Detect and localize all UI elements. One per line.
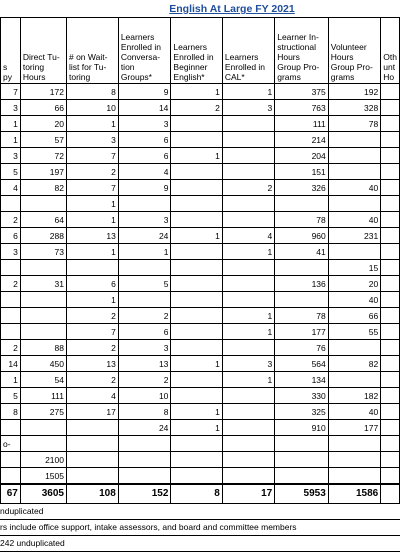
table-cell[interactable]: [381, 116, 400, 132]
table-cell[interactable]: 3: [1, 244, 21, 260]
table-cell[interactable]: [381, 100, 400, 116]
table-cell[interactable]: 14: [1, 356, 21, 372]
table-cell[interactable]: [20, 324, 66, 340]
totals-row: [1, 484, 400, 504]
table-cell[interactable]: 8: [1, 404, 21, 420]
table-row: [1, 404, 400, 420]
table-cell[interactable]: [171, 452, 222, 468]
table-cell[interactable]: 3: [66, 132, 118, 148]
table-cell[interactable]: 3: [222, 356, 274, 372]
table-cell[interactable]: 10: [66, 100, 118, 116]
table-cell[interactable]: 55: [328, 324, 380, 340]
table-cell[interactable]: 13: [66, 356, 118, 372]
table-cell[interactable]: 111: [20, 388, 66, 404]
table-cell[interactable]: 4: [222, 228, 274, 244]
table-cell[interactable]: 134: [275, 372, 329, 388]
table-row: [1, 84, 400, 100]
table-cell[interactable]: [20, 420, 66, 436]
table-row: [1, 452, 400, 468]
table-row: [1, 340, 400, 356]
table-cell[interactable]: [222, 132, 274, 148]
table-cell[interactable]: [328, 164, 380, 180]
table-cell[interactable]: 78: [275, 212, 329, 228]
table-cell[interactable]: 8: [66, 84, 118, 100]
table-cell[interactable]: [171, 436, 222, 452]
table-cell[interactable]: 325: [275, 404, 329, 420]
table-cell[interactable]: 6: [66, 276, 118, 292]
table-cell[interactable]: 78: [328, 116, 380, 132]
report-title: English At Large FY 2021: [169, 3, 295, 15]
table-cell[interactable]: [171, 308, 222, 324]
table-cell[interactable]: 330: [275, 388, 329, 404]
table-cell[interactable]: 40: [328, 404, 380, 420]
footnote: rs include office support, intake assessors, and board and committee members: [0, 522, 297, 532]
total-cell[interactable]: 152: [118, 484, 171, 504]
table-row: [1, 116, 400, 132]
table-cell[interactable]: 1: [171, 404, 222, 420]
table-cell[interactable]: 177: [275, 324, 329, 340]
table-cell[interactable]: 66: [328, 308, 380, 324]
table-cell[interactable]: [1, 468, 21, 485]
table-cell[interactable]: 5: [1, 388, 21, 404]
table-cell[interactable]: [66, 420, 118, 436]
table-row: [1, 388, 400, 404]
table-cell[interactable]: 177: [328, 420, 380, 436]
table-cell[interactable]: 204: [275, 148, 329, 164]
table-cell[interactable]: [381, 260, 400, 276]
table-cell[interactable]: 4: [118, 164, 171, 180]
table-row: [1, 164, 400, 180]
table-cell[interactable]: 2: [66, 164, 118, 180]
table-cell[interactable]: [222, 468, 274, 485]
table-cell[interactable]: [118, 452, 171, 468]
table-cell[interactable]: [222, 420, 274, 436]
table-cell[interactable]: 275: [20, 404, 66, 420]
table-cell[interactable]: [66, 436, 118, 452]
table-cell[interactable]: 2: [118, 372, 171, 388]
table-cell[interactable]: 1: [66, 244, 118, 260]
table-cell[interactable]: [222, 260, 274, 276]
table-cell[interactable]: [275, 452, 329, 468]
table-cell[interactable]: 151: [275, 164, 329, 180]
table-cell[interactable]: [381, 244, 400, 260]
table-cell[interactable]: [20, 292, 66, 308]
table-row: [1, 260, 400, 276]
table-cell[interactable]: 7: [66, 324, 118, 340]
table-cell[interactable]: [66, 468, 118, 485]
table-cell[interactable]: 82: [20, 180, 66, 196]
table-cell[interactable]: 4: [1, 180, 21, 196]
table-cell[interactable]: [1, 324, 21, 340]
table-cell[interactable]: 192: [328, 84, 380, 100]
table-cell[interactable]: 328: [328, 100, 380, 116]
table-cell[interactable]: 1: [171, 228, 222, 244]
column-header: s py: [1, 18, 21, 84]
table-cell[interactable]: 2: [1, 212, 21, 228]
table-cell[interactable]: 9: [118, 180, 171, 196]
header-row: [1, 18, 400, 84]
table-cell[interactable]: [118, 292, 171, 308]
table-cell[interactable]: 136: [275, 276, 329, 292]
table-cell[interactable]: [222, 388, 274, 404]
table-cell[interactable]: [20, 436, 66, 452]
footnote: nduplicated: [0, 506, 44, 516]
table-cell[interactable]: 15: [328, 260, 380, 276]
table-cell[interactable]: 2100: [20, 452, 66, 468]
table-row: [1, 420, 400, 436]
table-cell[interactable]: [328, 244, 380, 260]
table-cell[interactable]: [171, 244, 222, 260]
table-cell[interactable]: [381, 276, 400, 292]
table-cell[interactable]: [20, 260, 66, 276]
table-cell[interactable]: [66, 452, 118, 468]
table-cell[interactable]: 31: [20, 276, 66, 292]
table-cell[interactable]: 54: [20, 372, 66, 388]
table-cell[interactable]: [222, 452, 274, 468]
table-cell[interactable]: 41: [275, 244, 329, 260]
table-row: [1, 324, 400, 340]
table-cell[interactable]: 40: [328, 180, 380, 196]
table-cell[interactable]: 3: [222, 100, 274, 116]
table-row: [1, 180, 400, 196]
table-cell[interactable]: [1, 308, 21, 324]
column-header: Volunteer Hours Group Pro- grams: [328, 18, 380, 84]
table-cell[interactable]: 1: [1, 116, 21, 132]
table-cell[interactable]: [222, 276, 274, 292]
table-cell[interactable]: 64: [20, 212, 66, 228]
table-cell[interactable]: 2: [171, 100, 222, 116]
total-cell[interactable]: [381, 484, 400, 504]
table-cell[interactable]: [381, 324, 400, 340]
table-cell[interactable]: 763: [275, 100, 329, 116]
table-cell[interactable]: [222, 164, 274, 180]
table-cell[interactable]: [171, 180, 222, 196]
table-cell[interactable]: [222, 116, 274, 132]
table-row: [1, 292, 400, 308]
table-cell[interactable]: 7: [66, 148, 118, 164]
table-row: [1, 372, 400, 388]
table-row: [1, 356, 400, 372]
table-cell[interactable]: 182: [328, 388, 380, 404]
table-row: [1, 212, 400, 228]
table-cell[interactable]: 375: [275, 84, 329, 100]
table-row: [1, 468, 400, 485]
table-cell[interactable]: [381, 372, 400, 388]
table-cell[interactable]: [381, 436, 400, 452]
total-cell[interactable]: 67: [1, 484, 21, 504]
table-cell[interactable]: [381, 452, 400, 468]
table-cell[interactable]: [381, 420, 400, 436]
table-cell[interactable]: [381, 340, 400, 356]
total-cell[interactable]: 3605: [20, 484, 66, 504]
table-cell[interactable]: 40: [328, 212, 380, 228]
table-cell[interactable]: [381, 196, 400, 212]
table-cell[interactable]: 3: [118, 340, 171, 356]
table-cell[interactable]: 2: [1, 340, 21, 356]
table-row: [1, 148, 400, 164]
table-cell[interactable]: 1: [1, 372, 21, 388]
column-header: Direct Tu- toring Hours: [20, 18, 66, 84]
table-cell[interactable]: 3: [118, 212, 171, 228]
table-cell[interactable]: [171, 164, 222, 180]
table-cell[interactable]: 4: [66, 388, 118, 404]
table-cell[interactable]: 910: [275, 420, 329, 436]
table-cell[interactable]: 1: [66, 116, 118, 132]
table-cell[interactable]: [171, 292, 222, 308]
table-cell[interactable]: 564: [275, 356, 329, 372]
table-cell[interactable]: [381, 468, 400, 485]
table-cell[interactable]: [381, 180, 400, 196]
table-cell[interactable]: [171, 340, 222, 356]
table-cell[interactable]: [381, 308, 400, 324]
table-cell[interactable]: [381, 84, 400, 100]
table-row: [1, 276, 400, 292]
table-cell[interactable]: [1, 260, 21, 276]
table-cell[interactable]: 231: [328, 228, 380, 244]
table-cell[interactable]: [328, 132, 380, 148]
table-cell[interactable]: 172: [20, 84, 66, 100]
table-cell[interactable]: 7: [66, 180, 118, 196]
table-cell[interactable]: [222, 436, 274, 452]
table-cell[interactable]: 1: [222, 84, 274, 100]
row-divider: [0, 519, 400, 520]
table-cell[interactable]: 82: [328, 356, 380, 372]
table-cell[interactable]: [381, 148, 400, 164]
table-cell[interactable]: 76: [275, 340, 329, 356]
table-cell[interactable]: 7: [1, 84, 21, 100]
total-cell[interactable]: 5953: [275, 484, 329, 504]
table-cell[interactable]: 2: [118, 308, 171, 324]
table-cell[interactable]: 78: [275, 308, 329, 324]
total-cell[interactable]: 1586: [328, 484, 380, 504]
table-cell[interactable]: 14: [118, 100, 171, 116]
data-table: [0, 17, 400, 504]
table-cell[interactable]: [328, 452, 380, 468]
table-cell[interactable]: [222, 148, 274, 164]
column-header: Learner In- structional Hours Group Pro- grams: [275, 18, 329, 84]
table-cell[interactable]: [1, 420, 21, 436]
table-cell[interactable]: 960: [275, 228, 329, 244]
table-cell[interactable]: [275, 196, 329, 212]
table-cell[interactable]: 3: [1, 148, 21, 164]
table-cell[interactable]: 17: [66, 404, 118, 420]
total-cell[interactable]: 8: [171, 484, 222, 504]
table-cell[interactable]: [328, 436, 380, 452]
table-cell[interactable]: 1: [222, 324, 274, 340]
table-cell[interactable]: 13: [118, 356, 171, 372]
table-cell[interactable]: 40: [328, 292, 380, 308]
table-cell[interactable]: [381, 132, 400, 148]
table-cell[interactable]: [118, 436, 171, 452]
table-cell[interactable]: [328, 148, 380, 164]
table-cell[interactable]: 2: [66, 308, 118, 324]
table-cell[interactable]: 6: [118, 148, 171, 164]
table-cell[interactable]: 9: [118, 84, 171, 100]
table-cell[interactable]: 2: [1, 276, 21, 292]
table-cell[interactable]: 1: [222, 372, 274, 388]
table-cell[interactable]: [328, 196, 380, 212]
table-cell[interactable]: 57: [20, 132, 66, 148]
column-header: Learners Enrolled in CAL*: [222, 18, 274, 84]
table-cell[interactable]: 111: [275, 116, 329, 132]
table-cell[interactable]: [171, 388, 222, 404]
table-cell[interactable]: 72: [20, 148, 66, 164]
table-cell[interactable]: 1: [222, 244, 274, 260]
table-cell[interactable]: [381, 356, 400, 372]
table-cell[interactable]: 2: [66, 372, 118, 388]
table-cell[interactable]: 2: [66, 340, 118, 356]
table-cell[interactable]: 1: [1, 132, 21, 148]
table-cell[interactable]: 8: [118, 404, 171, 420]
table-cell[interactable]: 2: [222, 180, 274, 196]
table-cell[interactable]: [1, 292, 21, 308]
table-cell[interactable]: [328, 340, 380, 356]
table-cell[interactable]: [381, 228, 400, 244]
table-row: [1, 228, 400, 244]
table-cell[interactable]: [171, 276, 222, 292]
table-cell[interactable]: [222, 404, 274, 420]
table-cell[interactable]: 450: [20, 356, 66, 372]
table-cell[interactable]: 214: [275, 132, 329, 148]
table-cell[interactable]: [275, 436, 329, 452]
table-cell[interactable]: [222, 340, 274, 356]
column-header: Learners Enrolled in Conversa- tion Groups*: [118, 18, 171, 84]
row-divider: [0, 535, 400, 536]
table-cell[interactable]: 1: [171, 356, 222, 372]
table-cell[interactable]: 24: [118, 420, 171, 436]
table-row: [1, 100, 400, 116]
table-row: [1, 308, 400, 324]
table-cell[interactable]: 1: [66, 196, 118, 212]
table-cell[interactable]: [222, 212, 274, 228]
table-cell[interactable]: 6: [1, 228, 21, 244]
table-cell[interactable]: 3: [1, 100, 21, 116]
table-cell[interactable]: [381, 164, 400, 180]
table-cell[interactable]: 1: [222, 308, 274, 324]
table-cell[interactable]: 1: [171, 84, 222, 100]
table-cell[interactable]: 1: [118, 244, 171, 260]
table-row: [1, 244, 400, 260]
table-cell[interactable]: 20: [328, 276, 380, 292]
table-cell[interactable]: 5: [1, 164, 21, 180]
table-row: [1, 132, 400, 148]
table-cell[interactable]: 6: [118, 132, 171, 148]
table-cell[interactable]: [66, 260, 118, 276]
table-cell[interactable]: [381, 292, 400, 308]
table-cell[interactable]: [275, 468, 329, 485]
table-cell[interactable]: 88: [20, 340, 66, 356]
table-cell[interactable]: [20, 308, 66, 324]
table-cell[interactable]: 1: [171, 148, 222, 164]
table-cell[interactable]: 10: [118, 388, 171, 404]
table-cell[interactable]: 5: [118, 276, 171, 292]
table-cell[interactable]: [1, 452, 21, 468]
table-row: [1, 436, 400, 452]
table-cell[interactable]: 6: [118, 324, 171, 340]
table-cell[interactable]: 3: [118, 116, 171, 132]
table-cell[interactable]: [171, 372, 222, 388]
table-cell[interactable]: [171, 212, 222, 228]
column-header: # on Wait- list for Tu- toring: [66, 18, 118, 84]
table-cell[interactable]: 13: [66, 228, 118, 244]
total-cell[interactable]: 17: [222, 484, 274, 504]
column-header: Learners Enrolled in Beginner English*: [171, 18, 222, 84]
table-cell[interactable]: 1: [66, 212, 118, 228]
table-cell[interactable]: o-: [1, 436, 21, 452]
table-cell[interactable]: [118, 468, 171, 485]
table-cell[interactable]: 326: [275, 180, 329, 196]
table-cell[interactable]: 1: [66, 292, 118, 308]
table-cell[interactable]: 73: [20, 244, 66, 260]
table-cell[interactable]: [275, 260, 329, 276]
table-cell[interactable]: [171, 260, 222, 276]
table-cell[interactable]: [171, 468, 222, 485]
table-cell[interactable]: [328, 468, 380, 485]
footnote: 242 unduplicated: [0, 538, 65, 548]
table-cell[interactable]: [381, 388, 400, 404]
table-cell[interactable]: [222, 196, 274, 212]
table-cell[interactable]: 66: [20, 100, 66, 116]
table-cell[interactable]: [118, 196, 171, 212]
table-cell[interactable]: [171, 132, 222, 148]
table-cell[interactable]: [1, 196, 21, 212]
table-cell[interactable]: [171, 196, 222, 212]
total-cell[interactable]: 108: [66, 484, 118, 504]
table-cell[interactable]: [381, 212, 400, 228]
column-header: Oth unt Ho: [381, 18, 400, 84]
table-cell[interactable]: [381, 404, 400, 420]
table-cell[interactable]: 20: [20, 116, 66, 132]
table-cell[interactable]: 24: [118, 228, 171, 244]
table-cell[interactable]: 1505: [20, 468, 66, 485]
table-cell[interactable]: [118, 260, 171, 276]
table-cell[interactable]: [171, 116, 222, 132]
table-row: [1, 196, 400, 212]
table-cell[interactable]: [222, 292, 274, 308]
table-cell[interactable]: [328, 372, 380, 388]
table-cell[interactable]: [20, 196, 66, 212]
table-cell[interactable]: 197: [20, 164, 66, 180]
table-cell[interactable]: 1: [171, 420, 222, 436]
table-cell[interactable]: [275, 292, 329, 308]
table-cell[interactable]: 288: [20, 228, 66, 244]
table-cell[interactable]: [171, 324, 222, 340]
